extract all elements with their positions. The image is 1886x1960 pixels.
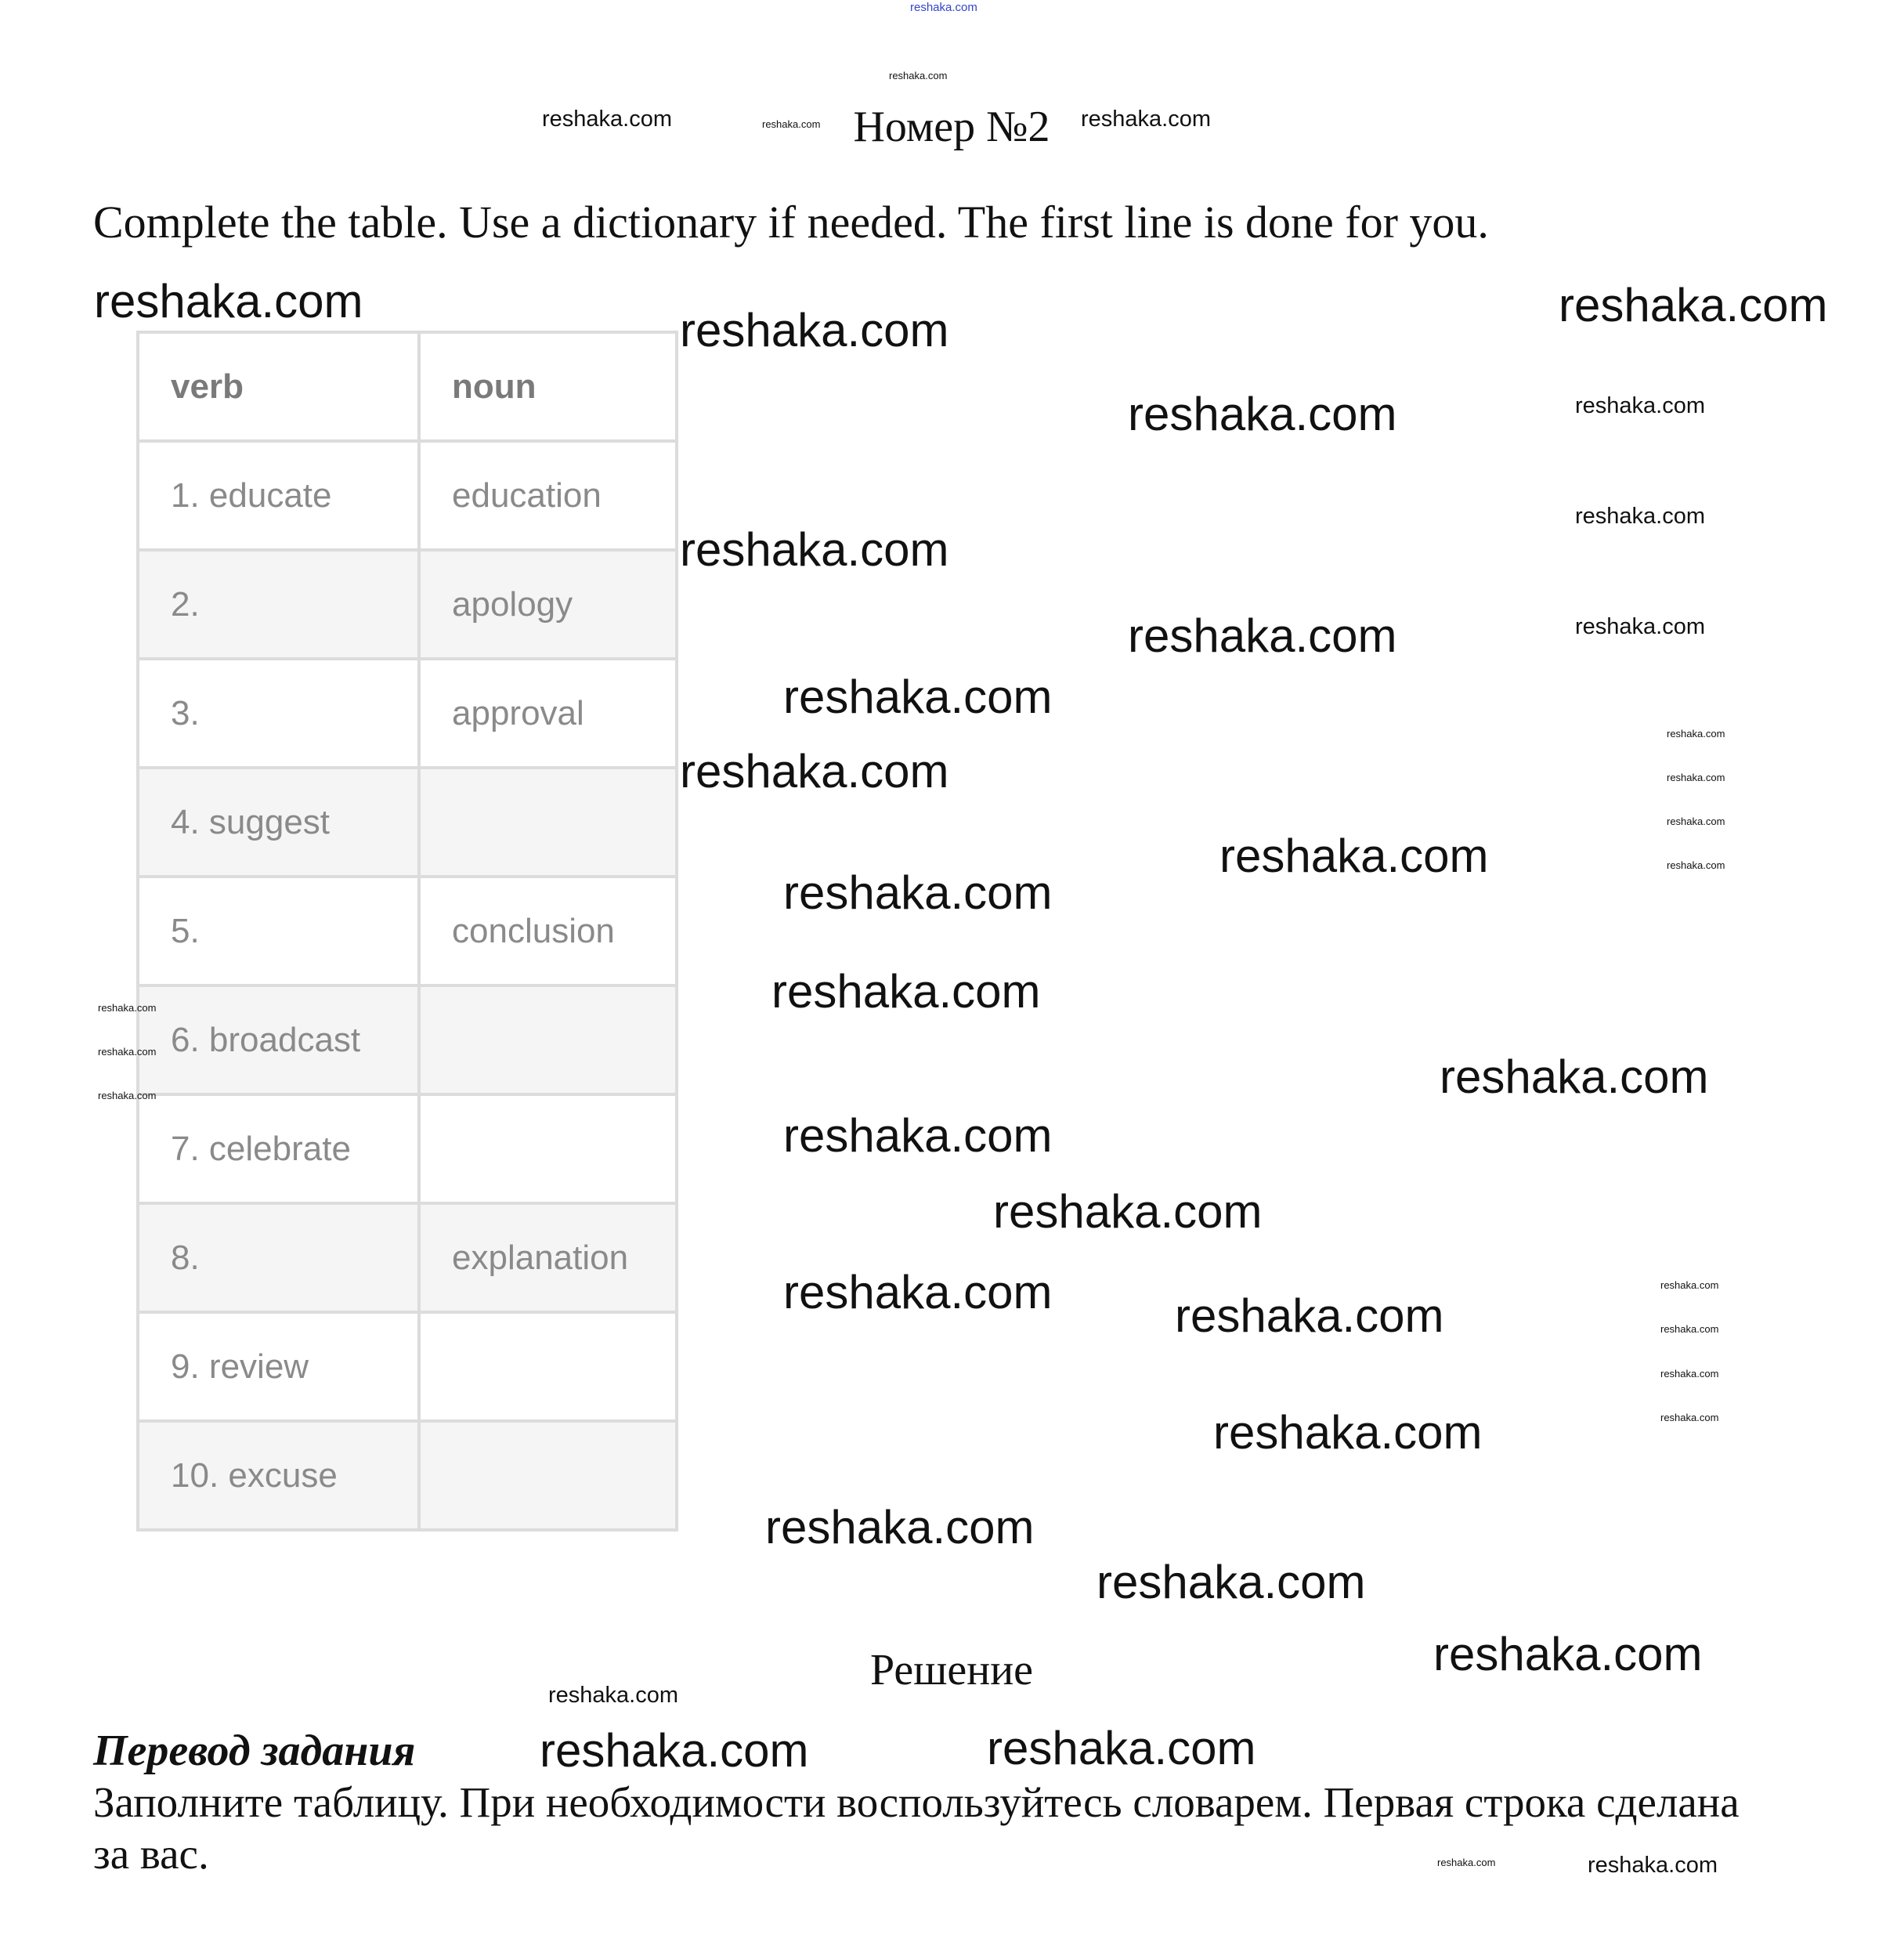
- table-row: [138, 877, 677, 985]
- watermark-text: reshaka.com: [1660, 1412, 1719, 1423]
- watermark-text: reshaka.com: [765, 1501, 1035, 1553]
- noun-cell: education: [419, 441, 677, 550]
- watermark-text: reshaka.com: [548, 1683, 679, 1708]
- watermark-text: reshaka.com: [94, 275, 363, 327]
- table-row: [138, 1421, 677, 1530]
- table-header-row: [138, 332, 677, 441]
- watermark-text: reshaka.com: [910, 1, 977, 14]
- watermark-text: reshaka.com: [1433, 1628, 1703, 1680]
- noun-cell: apology: [419, 550, 677, 659]
- noun-cell: [419, 1094, 677, 1203]
- watermark-text: reshaka.com: [889, 70, 948, 81]
- watermark-text: reshaka.com: [1588, 1853, 1718, 1878]
- verb-cell: 1. educate: [138, 441, 419, 550]
- watermark-text: reshaka.com: [1128, 609, 1397, 662]
- noun-cell: conclusion: [419, 877, 677, 985]
- watermark-text: reshaka.com: [1660, 1323, 1719, 1335]
- watermark-text: reshaka.com: [680, 523, 949, 576]
- translation-text: Заполните таблицу. При необходимости воспользуйтесь словарем. Первая строка сделана за вас.: [93, 1778, 1740, 1878]
- task-instruction: Complete the table. Use a dictionary if needed. The first line is done for you.: [93, 197, 1489, 248]
- verb-cell: 9. review: [138, 1312, 419, 1421]
- verb-cell: 3.: [138, 659, 419, 768]
- watermark-text: reshaka.com: [783, 866, 1053, 919]
- watermark-text: reshaka.com: [98, 1002, 157, 1014]
- watermark-text: reshaka.com: [1128, 388, 1397, 440]
- table-row: [138, 768, 677, 877]
- table-row: [138, 659, 677, 768]
- header-noun: noun: [419, 332, 677, 441]
- watermark-text: reshaka.com: [542, 107, 673, 132]
- watermark-text: reshaka.com: [1575, 614, 1706, 639]
- watermark-text: reshaka.com: [1175, 1289, 1444, 1342]
- watermark-text: reshaka.com: [98, 1090, 157, 1101]
- table-row: [138, 1094, 677, 1203]
- watermark-text: reshaka.com: [1660, 1368, 1719, 1380]
- table-row: [138, 550, 677, 659]
- watermark-text: reshaka.com: [98, 1046, 157, 1058]
- watermark-text: reshaka.com: [680, 745, 949, 797]
- watermark-text: reshaka.com: [1213, 1406, 1483, 1459]
- watermark-text: reshaka.com: [1667, 815, 1725, 827]
- verb-cell: 10. excuse: [138, 1421, 419, 1530]
- table-row: [138, 441, 677, 550]
- watermark-text: reshaka.com: [1667, 772, 1725, 783]
- table-row: [138, 1312, 677, 1421]
- verb-cell: 6. broadcast: [138, 985, 419, 1094]
- watermark-text: reshaka.com: [1437, 1857, 1496, 1868]
- watermark-text: reshaka.com: [783, 1266, 1053, 1318]
- verb-cell: 7. celebrate: [138, 1094, 419, 1203]
- table-row: [138, 1203, 677, 1312]
- watermark-text: reshaka.com: [783, 1109, 1053, 1162]
- noun-cell: [419, 985, 677, 1094]
- watermark-text: reshaka.com: [1575, 393, 1706, 418]
- watermark-text: reshaka.com: [987, 1722, 1256, 1774]
- watermark-text: reshaka.com: [1081, 107, 1212, 132]
- watermark-text: reshaka.com: [1097, 1556, 1366, 1608]
- watermark-text: reshaka.com: [1660, 1279, 1719, 1291]
- watermark-text: reshaka.com: [1667, 728, 1725, 740]
- noun-cell: explanation: [419, 1203, 677, 1312]
- watermark-text: reshaka.com: [771, 965, 1041, 1018]
- header-verb: verb: [138, 332, 419, 441]
- watermark-text: reshaka.com: [993, 1185, 1263, 1238]
- watermark-text: reshaka.com: [1575, 504, 1706, 529]
- solution-heading: Решение: [869, 1646, 1034, 1694]
- watermark-text: reshaka.com: [1219, 830, 1489, 882]
- verb-cell: 4. suggest: [138, 768, 419, 877]
- noun-cell: [419, 768, 677, 877]
- verb-noun-table: [136, 331, 678, 1531]
- watermark-text: reshaka.com: [680, 304, 949, 356]
- verb-cell: 2.: [138, 550, 419, 659]
- verb-cell: 8.: [138, 1203, 419, 1312]
- watermark-text: reshaka.com: [1559, 279, 1828, 331]
- watermark-text: reshaka.com: [1440, 1051, 1709, 1103]
- verb-cell: 5.: [138, 877, 419, 985]
- noun-cell: [419, 1421, 677, 1530]
- noun-cell: approval: [419, 659, 677, 768]
- watermark-text: reshaka.com: [1667, 859, 1725, 871]
- watermark-text: reshaka.com: [540, 1724, 809, 1777]
- page-title: Номер №2: [853, 103, 1050, 151]
- table-row: [138, 985, 677, 1094]
- watermark-text: reshaka.com: [783, 671, 1053, 723]
- translation-heading: Перевод задания: [93, 1727, 416, 1775]
- noun-cell: [419, 1312, 677, 1421]
- watermark-text: reshaka.com: [762, 118, 821, 130]
